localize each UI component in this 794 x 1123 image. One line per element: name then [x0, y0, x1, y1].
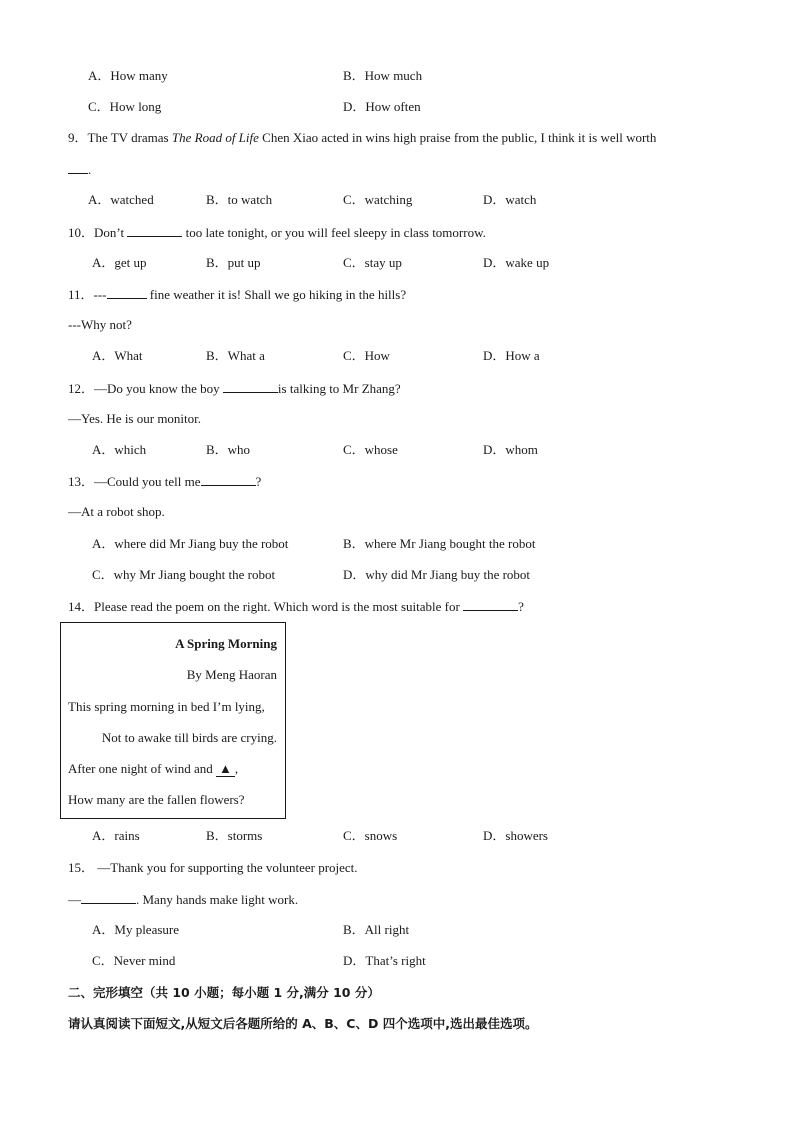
- q10-option-a: A．get up: [92, 255, 147, 270]
- q14-option-d: D．showers: [483, 828, 548, 843]
- poem-box: [60, 622, 286, 819]
- poem-line-3: [68, 761, 238, 777]
- q14-option-b: B．storms: [206, 828, 263, 843]
- q12-stem-post: is talking to Mr Zhang?: [277, 381, 401, 396]
- q15-option-d: D．That’s right: [343, 953, 426, 968]
- poem-line-3-post: ,: [234, 761, 239, 776]
- poem-line-1: This spring morning in bed I’m lying,: [68, 699, 265, 714]
- q10-stem: [68, 224, 486, 241]
- section-instruction: 请认真阅读下面短文,从短文后各题所给的 A、B、C、D 四个选项中,选出最佳选项。: [68, 1016, 538, 1031]
- q9-stem-pre: 9．The TV dramas: [68, 130, 172, 145]
- q9-stem-end: .: [88, 162, 92, 177]
- q9-option-a: A．watched: [88, 192, 154, 207]
- q10-option-c: C．stay up: [343, 255, 402, 270]
- poem-line-3-pre: After one night of wind and: [68, 761, 217, 776]
- q13-reply: —At a robot shop.: [68, 504, 165, 519]
- q12-stem-pre: 12．—Do you know the boy: [68, 381, 223, 396]
- q11-reply: ---Why not?: [68, 317, 132, 332]
- q15-option-b: B．All right: [343, 922, 410, 937]
- q15-option-c: C．Never mind: [92, 953, 176, 968]
- poem-blank-marker: ▲: [216, 761, 235, 777]
- q9-stem-continued: [68, 161, 91, 178]
- q10-option-b: B．put up: [206, 255, 261, 270]
- q13-answer-blank: [201, 473, 256, 486]
- poem-author: By Meng Haoran: [186, 667, 277, 682]
- q8-option-d: D．How often: [343, 99, 421, 114]
- q13-stem-pre: 13．—Could you tell me: [68, 474, 201, 489]
- q14-answer-blank: [463, 598, 518, 611]
- q15-option-a: A．My pleasure: [92, 922, 180, 937]
- q15-reply-pre: —: [68, 892, 81, 907]
- q10-stem-post: too late tonight, or you will feel sleepy in class tomorrow.: [182, 225, 486, 240]
- q10-option-d: D．wake up: [483, 255, 550, 270]
- q13-option-b: B．where Mr Jiang bought the robot: [343, 536, 536, 551]
- q12-answer-blank: [223, 380, 278, 393]
- poem-line-4: How many are the fallen flowers?: [68, 792, 245, 807]
- q11-answer-blank: [107, 286, 147, 299]
- q14-option-c: C．snows: [343, 828, 398, 843]
- q15-reply: [68, 891, 298, 908]
- q8-option-c: C．How long: [88, 99, 162, 114]
- q9-answer-blank: [68, 161, 88, 174]
- q10-stem-pre: 10．Don’t: [68, 225, 128, 240]
- q9-option-d: D．watch: [483, 192, 537, 207]
- q9-stem: [68, 130, 656, 146]
- q11-option-a: A．What: [92, 348, 143, 363]
- q8-option-a: A．How many: [88, 68, 168, 83]
- q15-reply-post: . Many hands make light work.: [136, 892, 299, 907]
- q14-option-a: A．rains: [92, 828, 140, 843]
- q12-option-c: C．whose: [343, 442, 398, 457]
- q13-option-a: A．where did Mr Jiang buy the robot: [92, 536, 289, 551]
- poem-title: A Spring Morning: [175, 636, 277, 651]
- q9-option-b: B．to watch: [206, 192, 273, 207]
- q11-option-d: D．How a: [483, 348, 540, 363]
- q11-option-c: C．How: [343, 348, 390, 363]
- q10-answer-blank: [127, 224, 182, 237]
- q13-option-c: C．why Mr Jiang bought the robot: [92, 567, 276, 582]
- q12-option-d: D．whom: [483, 442, 538, 457]
- q12-reply: —Yes. He is our monitor.: [68, 411, 202, 426]
- q9-option-c: C．watching: [343, 192, 413, 207]
- q14-stem-pre: 14．Please read the poem on the right. Which word is the most suitable for: [68, 599, 464, 614]
- q11-stem-post: fine weather it is! Shall we go hiking in the hills?: [146, 287, 407, 302]
- q12-option-b: B．who: [206, 442, 251, 457]
- q13-stem-post: ?: [255, 474, 262, 489]
- q13-stem: [68, 473, 261, 490]
- q8-option-b: B．How much: [343, 68, 423, 83]
- q15-answer-blank: [81, 891, 136, 904]
- q14-stem-post: ?: [518, 599, 524, 614]
- poem-line-2: Not to awake till birds are crying.: [101, 730, 277, 745]
- q9-stem-post: Chen Xiao acted in wins high praise from the public, I think it is well worth: [258, 130, 657, 145]
- q11-option-b: B．What a: [206, 348, 265, 363]
- q11-stem-pre: 11．---: [68, 287, 107, 302]
- q9-stem-title: The Road of Life: [171, 130, 259, 145]
- q11-stem: [68, 286, 406, 303]
- q13-option-d: D．why did Mr Jiang buy the robot: [343, 567, 531, 582]
- q14-stem: [68, 598, 524, 615]
- q12-stem: [68, 380, 401, 397]
- section-heading: 二、完形填空（共 10 小题；每小题 1 分,满分 10 分）: [68, 985, 380, 1000]
- q12-option-a: A．which: [92, 442, 147, 457]
- q15-stem: 15． —Thank you for supporting the volunteer project.: [68, 860, 358, 875]
